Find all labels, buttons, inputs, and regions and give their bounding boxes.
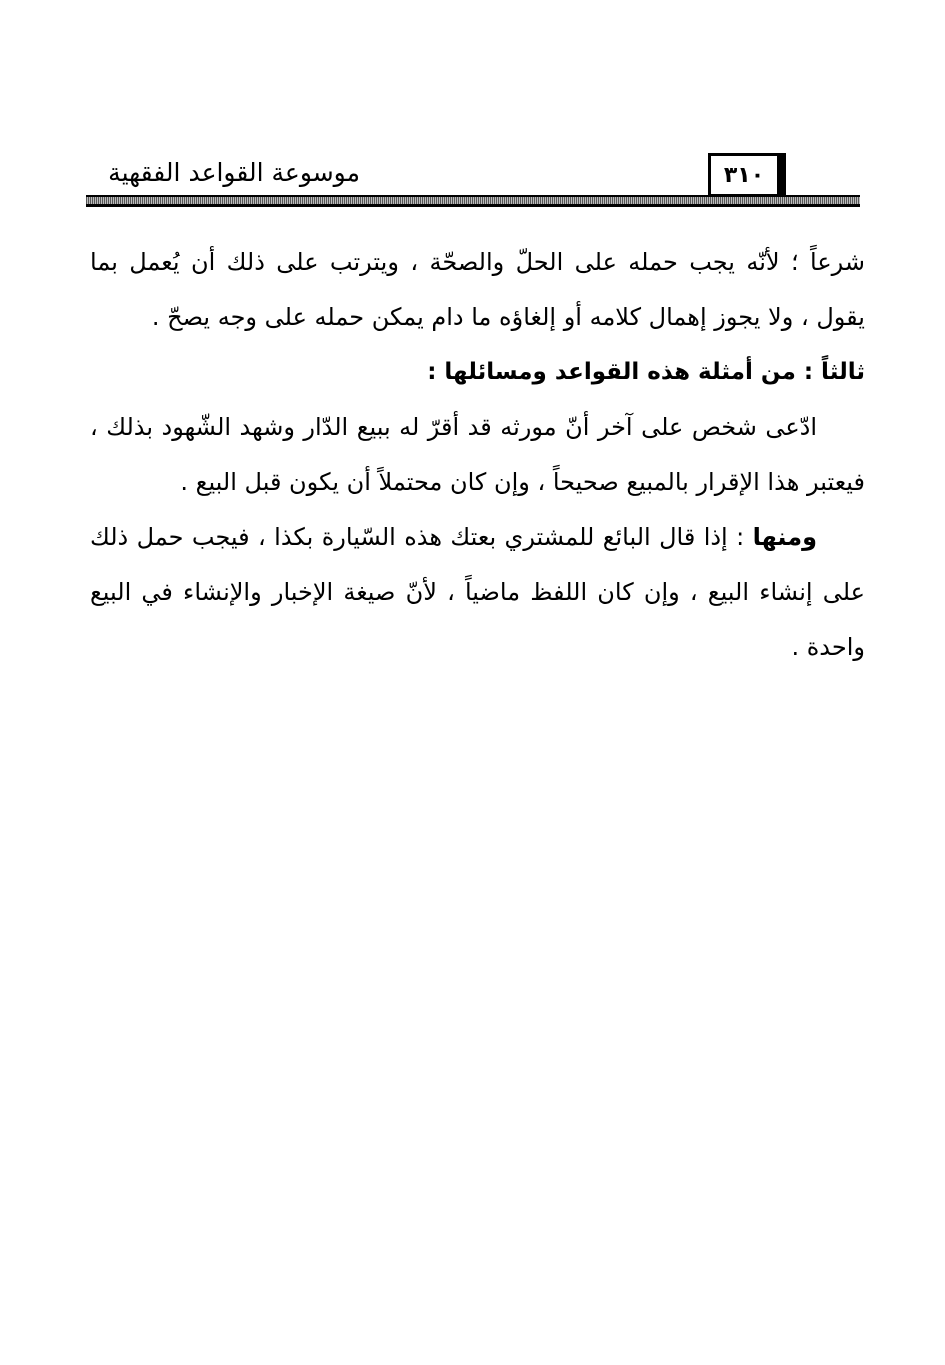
body-text xyxy=(90,235,865,675)
section-heading: ثالثاً : من أمثلة هذه القواعد ومسائلها : xyxy=(427,359,865,385)
paragraph-continuation: شرعاً ؛ لأنّه يجب حمله على الحلّ والصحّة ، ويترتب على ذلك أن يُعمل بما يقول ، ولا يجوز إهمال كلامه أو إلغاؤه ما دام يمكن حمله على وجه يصحّ . xyxy=(90,248,865,331)
page-number: ٣١٠ xyxy=(708,153,786,197)
example-paragraph-2 xyxy=(90,510,865,675)
header-divider xyxy=(86,195,860,207)
example-paragraph-2-text: : إذا قال البائع للمشتري بعتك هذه السّيارة بكذا ، فيجب حمل ذلك على إنشاء البيع ، وإن كان اللفظ ماضياً ، لأنّ صيغة الإخبار والإنشاء في البيع واحدة . xyxy=(90,523,865,661)
example-lead-word: ومنها xyxy=(752,523,817,551)
running-header-title: موسوعة القواعد الفقهية xyxy=(108,158,360,187)
example-paragraph-1: ادّعى شخص على آخر أنّ مورثه قد أقرّ له ببيع الدّار وشهد الشّهود بذلك ، فيعتبر هذا الإقرار بالمبيع صحيحاً ، وإن كان محتملاً أن يكون قبل البيع . xyxy=(90,413,865,496)
